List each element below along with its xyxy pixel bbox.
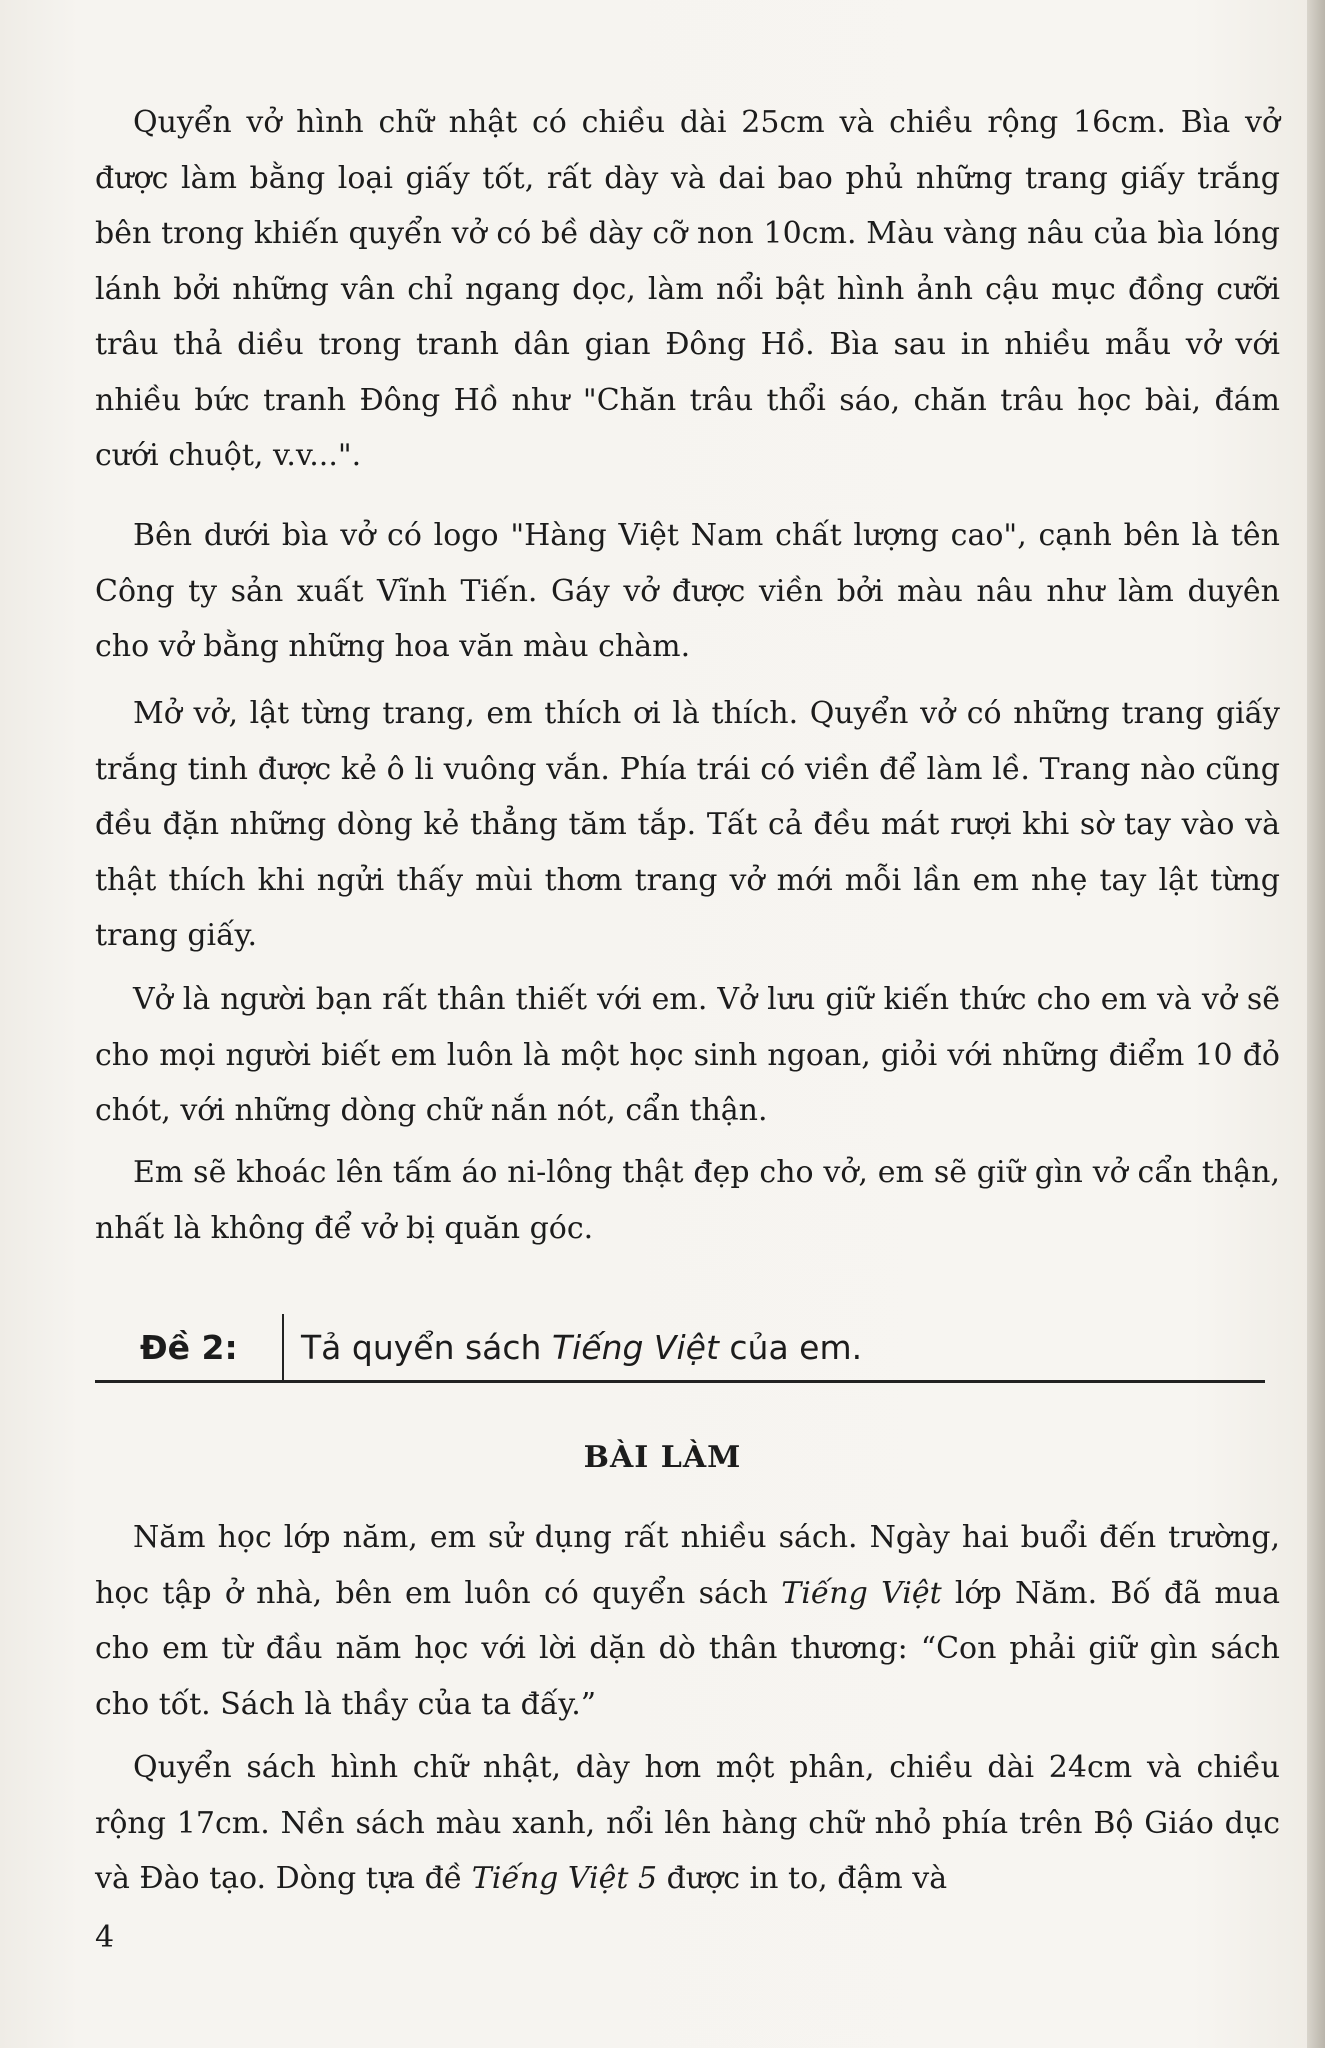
page-number: 4 — [95, 1920, 115, 1955]
exercise-title-prefix: Tả quyển sách — [301, 1328, 552, 1367]
paragraph-7-part-a: Quyển sách hình chữ nhật, dày hơn một phân, chiều dài 24cm và chiều rộng 17cm. Nền sách màu xanh, nổi lên hàng chữ nhỏ phía trên Bộ Giáo dục và Đào tạo. Dòng tựa đề — [95, 1750, 1280, 1896]
exercise-title-italic: Tiếng Việt — [551, 1328, 719, 1367]
paragraph-7 — [95, 1740, 1280, 1907]
heading-divider — [282, 1314, 284, 1380]
exercise-title-suffix: của em. — [718, 1328, 863, 1367]
answer-heading: BÀI LÀM — [583, 1440, 742, 1475]
exercise-heading — [95, 1308, 1265, 1383]
paragraph-5: Em sẽ khoác lên tấm áo ni-lông thật đẹp cho vở, em sẽ giữ gìn vở cẩn thận, nhất là không để vở bị quăn góc. — [95, 1155, 1280, 1246]
paragraph-6 — [95, 1510, 1280, 1732]
paragraph-6-part-a: Năm học lớp năm, em sử dụng rất nhiều sách. Ngày hai buổi đến trường, học tập ở nhà, bên em luôn có quyển sách — [95, 1520, 1280, 1611]
paragraph-6-part-b: lớp Năm. Bố đã mua cho em từ đầu năm học với lời dặn dò thân thương: “Con phải giữ gìn sách cho tốt. Sách là thầy của ta đấy.” — [95, 1575, 1281, 1722]
paragraph-2: Bên dưới bìa vở có logo "Hàng Việt Nam chất lượng cao", cạnh bên là tên Công ty sản xuất Vĩnh Tiến. Gáy vở được viền bởi màu nâu như làm duyên cho vở bằng những hoa văn màu chàm. — [95, 518, 1280, 664]
exercise-label: Đề 2: — [140, 1328, 238, 1367]
exercise-title — [301, 1328, 862, 1367]
paragraph-1: Quyển vở hình chữ nhật có chiều dài 25cm và chiều rộng 16cm. Bìa vở được làm bằng loại giấy tốt, rất dày và dai bao phủ những trang giấy trắng bên trong khiến quyển vở có bề dày cỡ non 10cm. Màu vàng nâu của bìa lóng lánh bởi những vân chỉ ngang dọc, làm nổi bật hình ảnh cậu mục đồng cưỡi trâu thả diều trong tranh dân gian Đông Hồ. Bìa sau in nhiều mẫu vở với nhiều bức tranh Đông Hồ như "Chăn trâu thổi sáo, chăn trâu học bài, đám cưới chuột, v.v...". — [95, 105, 1280, 473]
page-edge — [1307, 0, 1325, 2048]
paragraph-7-part-b: được in to, đậm và — [657, 1861, 948, 1896]
paragraph-3: Mở vở, lật từng trang, em thích ơi là thích. Quyển vở có những trang giấy trắng tinh được kẻ ô li vuông vắn. Phía trái có viền để làm lề. Trang nào cũng đều đặn những dòng kẻ thẳng tăm tắp. Tất cả đều mát rượi khi sờ tay vào và thật thích khi ngửi thấy mùi thơm trang vở mới mỗi lần em nhẹ tay lật từng trang giấy. — [95, 696, 1280, 953]
paragraph-6-italic: Tiếng Việt — [781, 1575, 942, 1611]
paragraph-7-italic: Tiếng Việt 5 — [471, 1861, 658, 1896]
paragraph-4: Vở là người bạn rất thân thiết với em. Vở lưu giữ kiến thức cho em và vở sẽ cho mọi người biết em luôn là một học sinh ngoan, giỏi với những điểm 10 đỏ chót, với những dòng chữ nắn nót, cẩn thận. — [95, 982, 1280, 1128]
